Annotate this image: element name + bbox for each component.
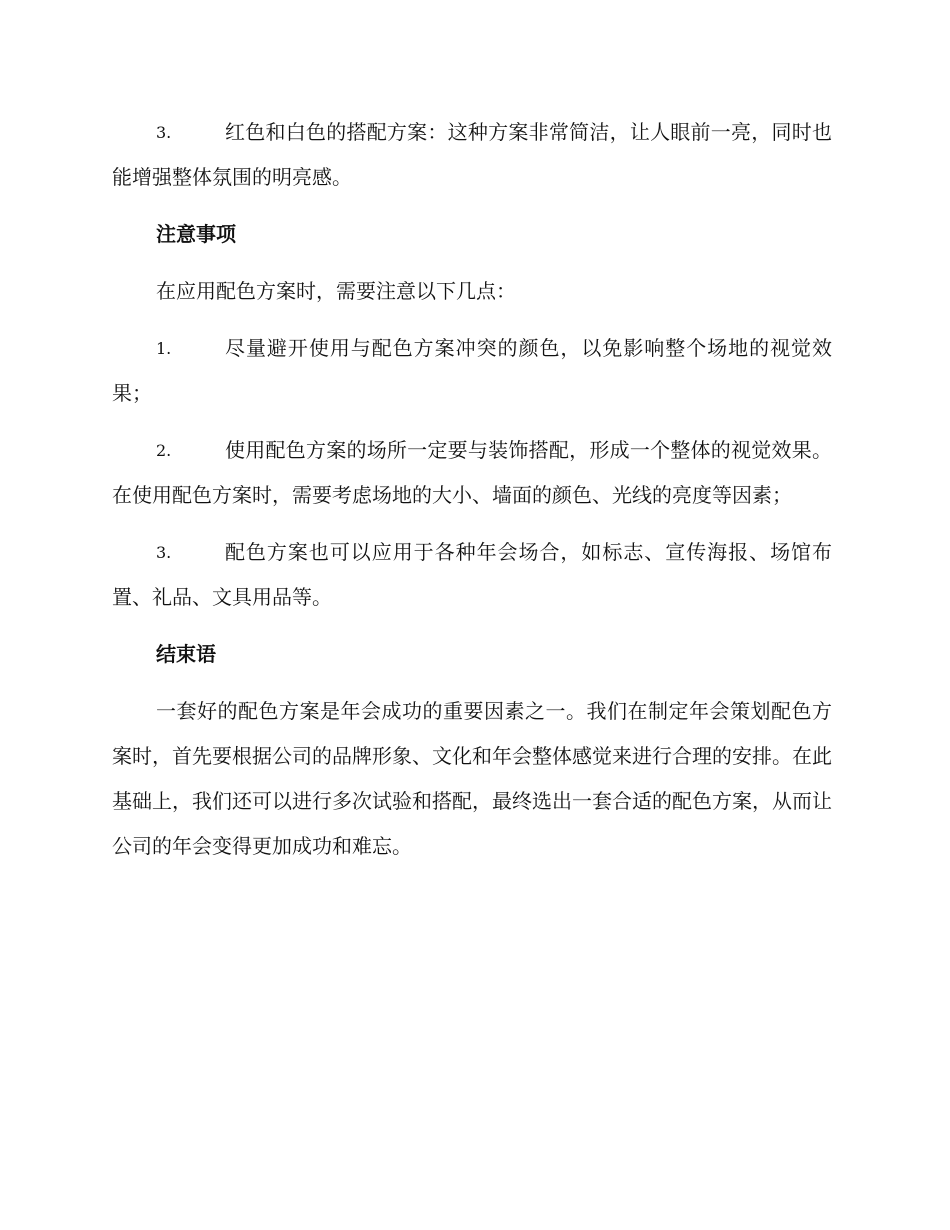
list-item-number: 1. [156,339,172,358]
section-heading-notes: 注意事项 [156,222,236,246]
document-page [112,110,832,881]
list-item [112,428,832,518]
list-item [112,326,832,416]
section-heading-conclusion: 结束语 [156,642,216,666]
list-item [112,110,832,200]
list-item-number: 3. [156,543,172,562]
list-item-number: 3. [156,123,172,142]
list-item-text: 使用配色方案的场所一定要与装饰搭配，形成一个整体的视觉效果。在使用配色方案时，需要考虑场地的大小、墙面的颜色、光线的亮度等因素； [112,438,832,507]
list-item-text: 配色方案也可以应用于各种年会场合，如标志、宣传海报、场馆布置、礼品、文具用品等。 [112,540,832,609]
list-item-text: 尽量避开使用与配色方案冲突的颜色，以免影响整个场地的视觉效果； [112,336,832,405]
notes-intro-paragraph: 在应用配色方案时，需要注意以下几点： [156,279,516,303]
conclusion-paragraph: 一套好的配色方案是年会成功的重要因素之一。我们在制定年会策划配色方案时，首先要根据公司的品牌形象、文化和年会整体感觉来进行合理的安排。在此基础上，我们还可以进行多次试验和搭配，最终选出一套合适的配色方案，从而让公司的年会变得更加成功和难忘。 [112,699,832,858]
list-item [112,530,832,620]
list-item-text: 红色和白色的搭配方案：这种方案非常简洁，让人眼前一亮，同时也能增强整体氛围的明亮感。 [112,120,832,189]
list-item-number: 2. [156,441,172,460]
